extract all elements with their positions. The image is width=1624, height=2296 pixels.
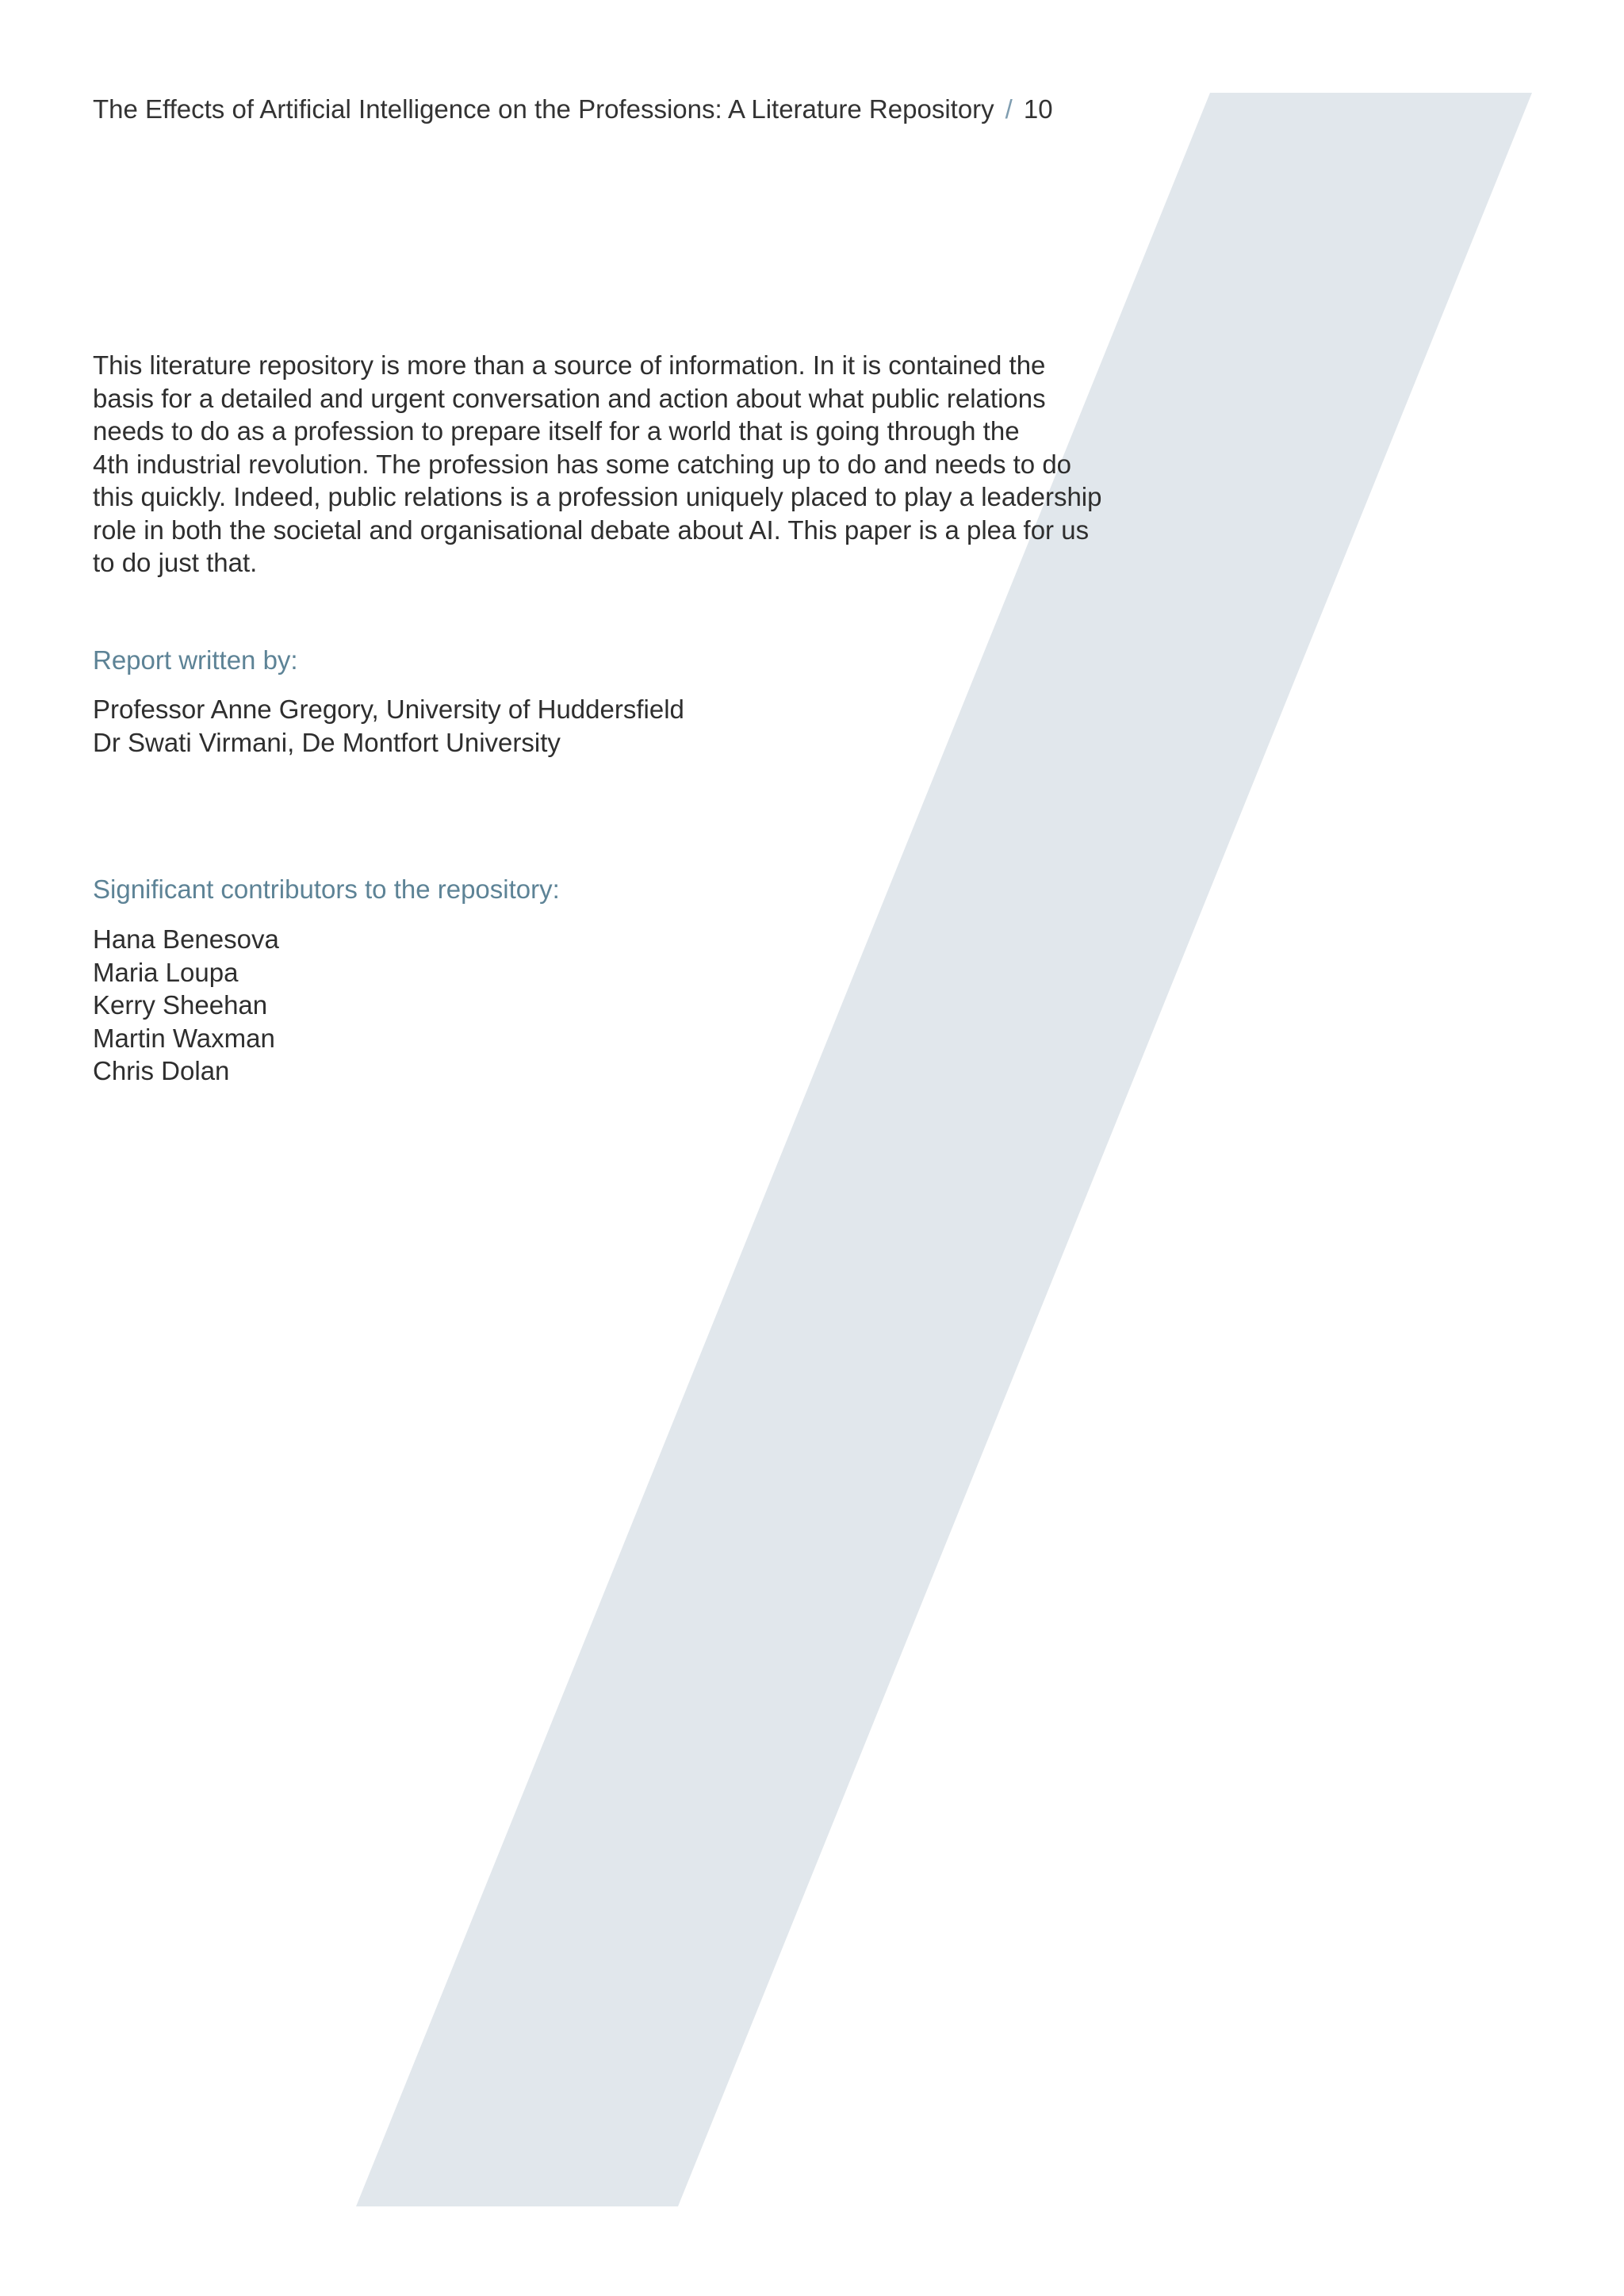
contributor-name: Chris Dolan <box>93 1056 230 1085</box>
intro-line: 4th industrial revolution. The profession has some catching up to do and needs to do <box>93 449 1072 479</box>
contributor-name: Maria Loupa <box>93 957 239 987</box>
contributor-name: Martin Waxman <box>93 1023 275 1053</box>
author-name: Professor Anne Gregory, University of Huddersfield <box>93 695 684 724</box>
document-title: The Effects of Artificial Intelligence on the Professions: A Literature Repository <box>93 94 994 124</box>
intro-line: needs to do as a profession to prepare itself for a world that is going through the <box>93 416 1020 446</box>
contributors-list <box>93 923 279 1088</box>
authors-list <box>93 693 684 759</box>
intro-line: role in both the societal and organisational debate about AI. This paper is a plea for us <box>93 515 1090 545</box>
contributors-heading: Significant contributors to the repository: <box>93 874 560 904</box>
page-number: 10 <box>1023 94 1053 124</box>
intro-line: basis for a detailed and urgent conversation and action about what public relations <box>93 383 1046 413</box>
contributor-name: Kerry Sheehan <box>93 990 268 1020</box>
intro-paragraph <box>93 349 1102 580</box>
running-header <box>93 92 1053 127</box>
author-name: Dr Swati Virmani, De Montfort University <box>93 727 561 757</box>
intro-line: to do just that. <box>93 548 258 577</box>
intro-line: this quickly. Indeed, public relations is a profession uniquely placed to play a leadership <box>93 482 1102 511</box>
authors-heading: Report written by: <box>93 645 298 675</box>
intro-line: This literature repository is more than a source of information. In it is contained the <box>93 350 1046 380</box>
contributor-name: Hana Benesova <box>93 924 279 954</box>
header-separator: / <box>1005 94 1013 124</box>
